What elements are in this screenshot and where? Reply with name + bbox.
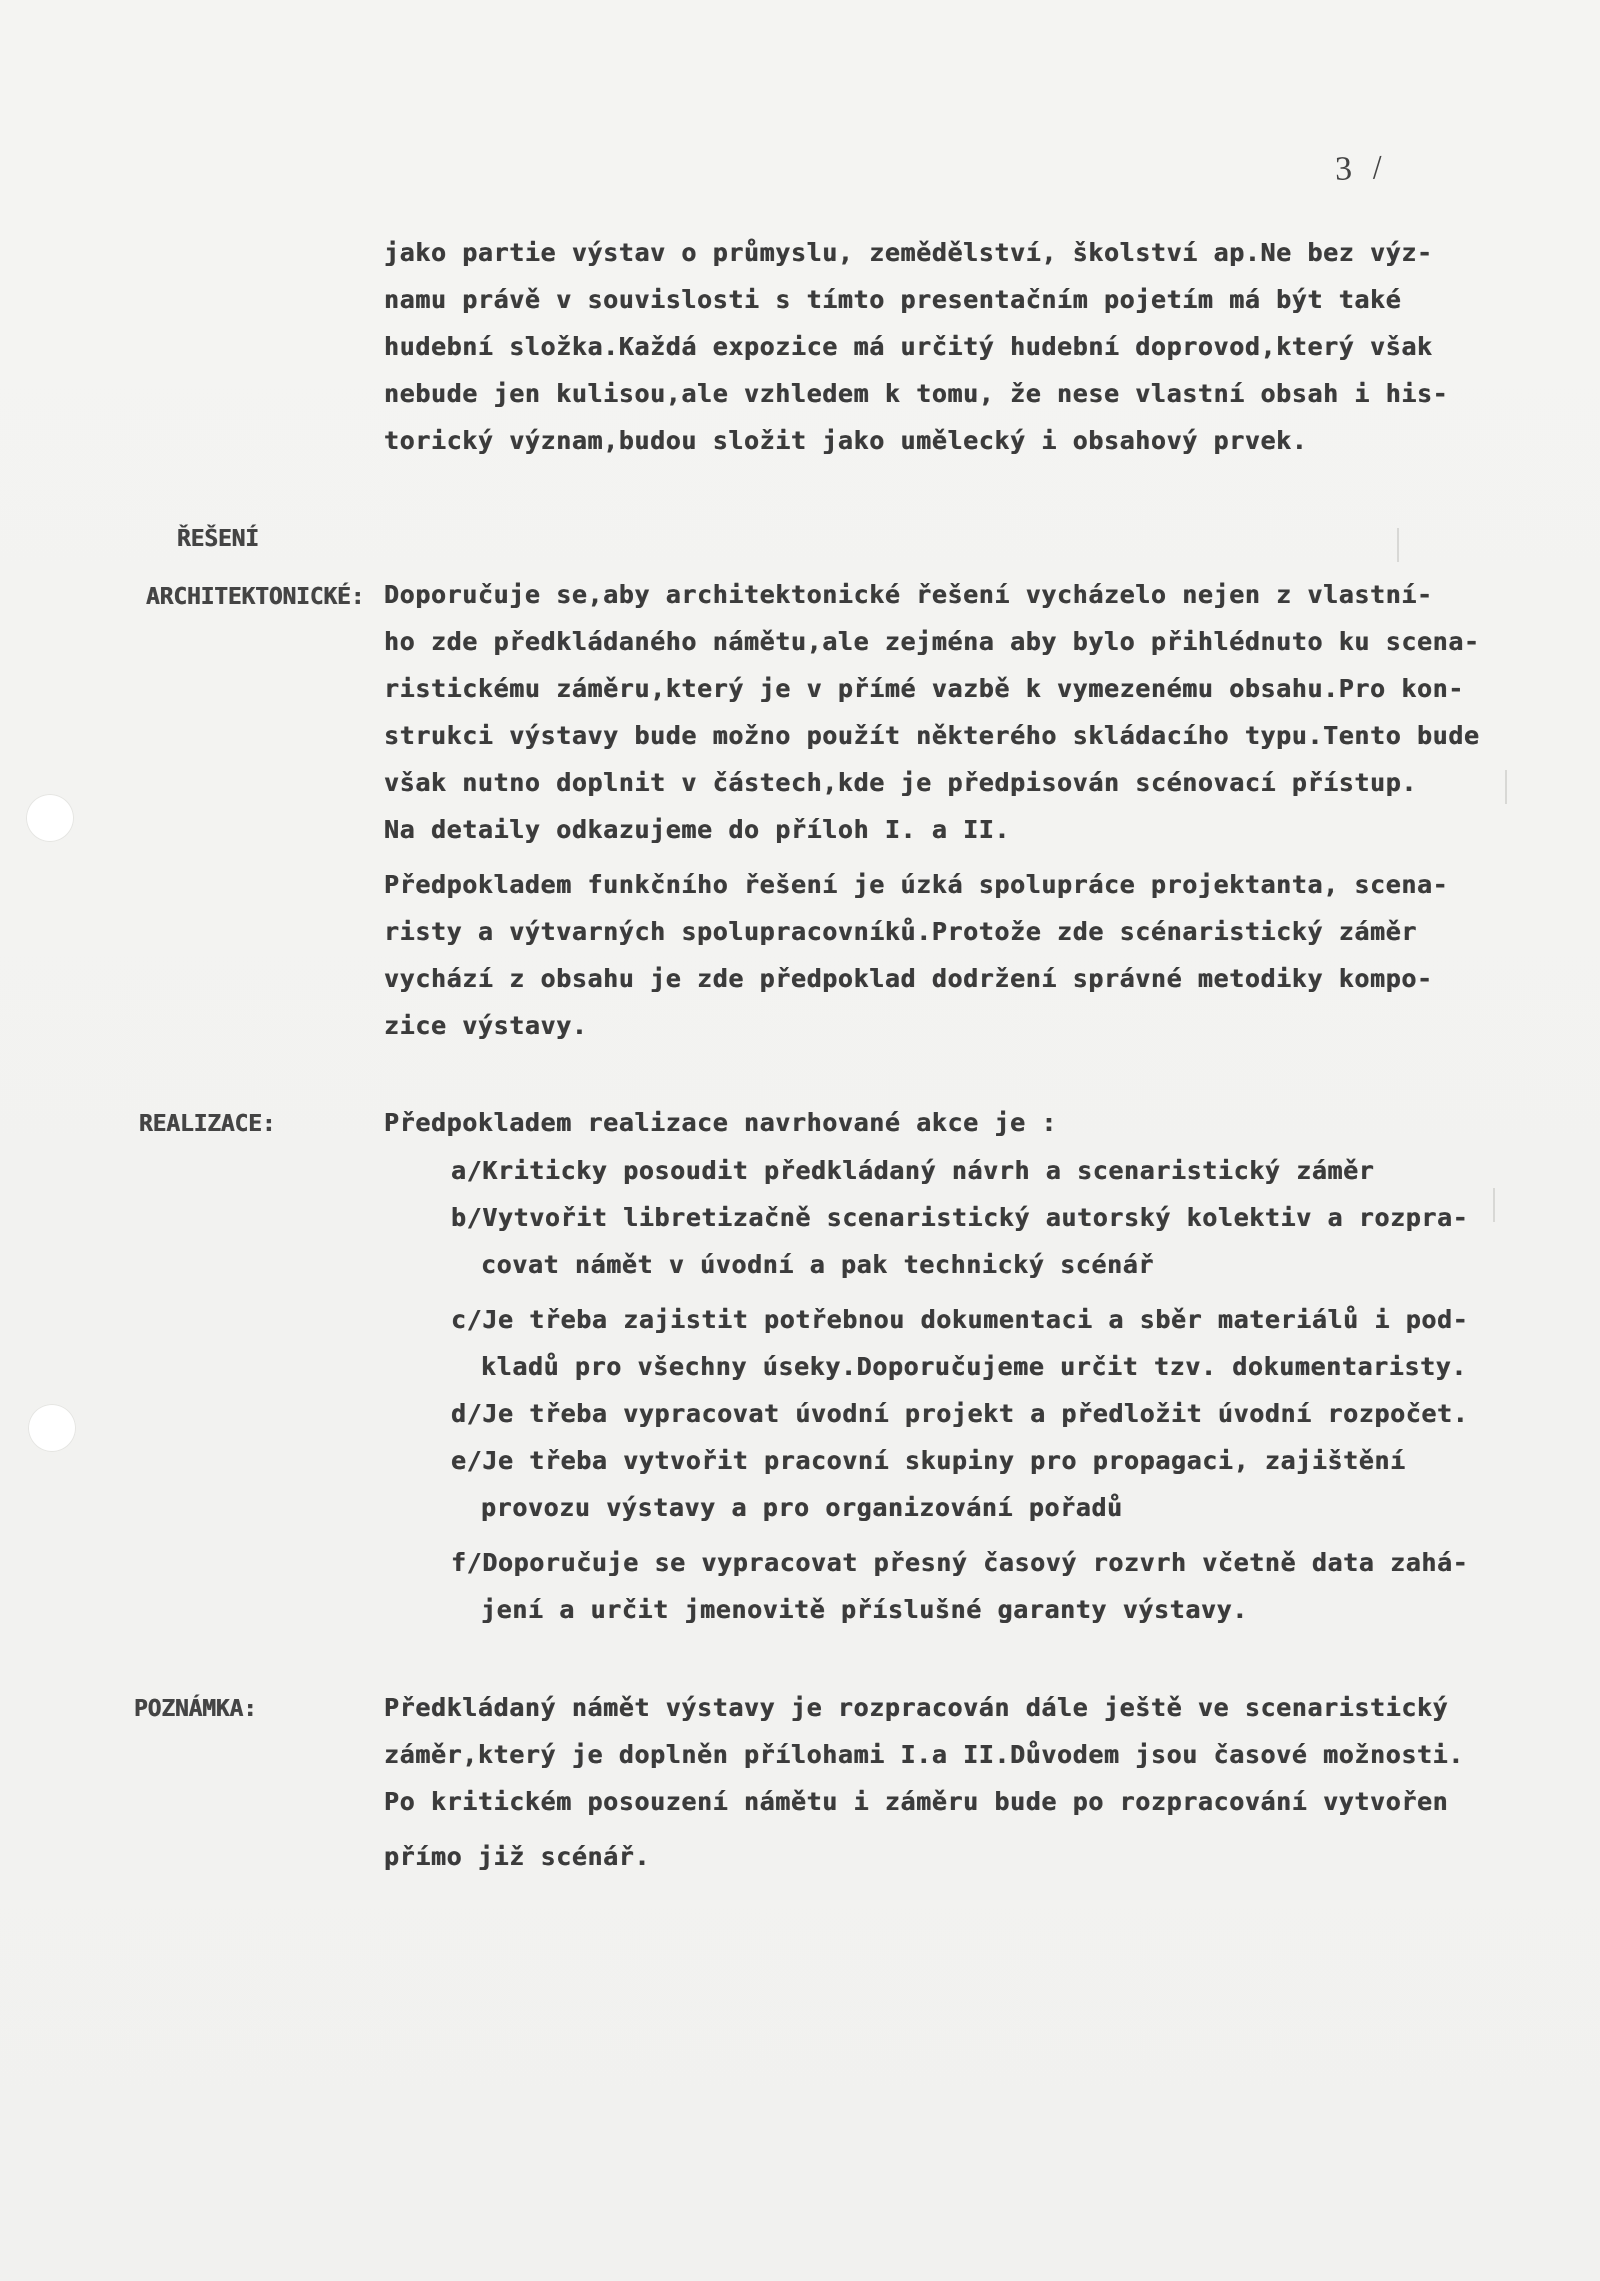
- realization-item: e/Je třeba vytvořit pracovní skupiny pro propagaci, zajištění: [451, 1446, 1406, 1475]
- realization-item-continuation: covat námět v úvodní a pak technický scénář: [481, 1250, 1155, 1279]
- punch-hole-lower: [28, 1404, 76, 1452]
- section-line: ho zde předkládaného námětu,ale zejména aby bylo přihlédnuto ku scena-: [384, 627, 1480, 656]
- realization-item-continuation: jení a určit jmenovitě příslušné garanty výstavy.: [481, 1595, 1248, 1624]
- section-heading: REALIZACE:: [139, 1111, 276, 1137]
- punch-hole-upper: [26, 794, 74, 842]
- note-line: záměr,který je doplněn přílohami I.a II.Důvodem jsou časové možnosti.: [384, 1740, 1464, 1769]
- section-line: vychází z obsahu je zde předpoklad dodržení správné metodiky kompo-: [384, 964, 1433, 993]
- note-line: Po kritickém posouzení námětu i záměru bude po rozpracování vytvořen: [384, 1787, 1449, 1816]
- realization-item: d/Je třeba vypracovat úvodní projekt a předložit úvodní rozpočet.: [451, 1399, 1469, 1428]
- intro-line: nebude jen kulisou,ale vzhledem k tomu, že nese vlastní obsah i his-: [384, 379, 1449, 408]
- scan-mark: [1505, 770, 1507, 804]
- note-line: Předkládaný námět výstavy je rozpracován dále ještě ve scenaristický: [384, 1693, 1449, 1722]
- section-line: Předpokladem funkčního řešení je úzká spolupráce projektanta, scena-: [384, 870, 1449, 899]
- scan-mark: [1397, 528, 1399, 562]
- realization-item: b/Vytvořit libretizačně scenaristický autorský kolektiv a rozpra-: [451, 1203, 1469, 1232]
- section-heading-top: ŘEŠENÍ: [177, 526, 259, 552]
- section-line: Na detaily odkazujeme do příloh I. a II.: [384, 815, 1011, 844]
- realization-item-continuation: provozu výstavy a pro organizování pořadů: [481, 1493, 1123, 1522]
- intro-line: namu právě v souvislosti s tímto presentačním pojetím má být také: [384, 285, 1402, 314]
- intro-line: torický význam,budou složit jako umělecký i obsahový prvek.: [384, 426, 1308, 455]
- realization-intro: Předpokladem realizace navrhované akce je :: [384, 1108, 1058, 1137]
- realization-item: a/Kriticky posoudit předkládaný návrh a scenaristický záměr: [451, 1156, 1375, 1185]
- section-line: zice výstavy.: [384, 1011, 588, 1040]
- section-heading: POZNÁMKA:: [134, 1696, 257, 1722]
- section-heading: ARCHITEKTONICKÉ:: [146, 584, 365, 610]
- section-line: však nutno doplnit v částech,kde je předpisován scénovací přístup.: [384, 768, 1417, 797]
- intro-line: jako partie výstav o průmyslu, zemědělství, školství ap.Ne bez výz-: [384, 238, 1433, 267]
- section-line: Doporučuje se,aby architektonické řešení vycházelo nejen z vlastní-: [384, 580, 1433, 609]
- intro-line: hudební složka.Každá expozice má určitý hudební doprovod,který však: [384, 332, 1433, 361]
- section-line: strukci výstavy bude možno použít některého skládacího typu.Tento bude: [384, 721, 1480, 750]
- section-line: ristickému záměru,který je v přímé vazbě k vymezenému obsahu.Pro kon-: [384, 674, 1464, 703]
- page-number: 3 /: [1334, 149, 1389, 188]
- realization-item: f/Doporučuje se vypracovat přesný časový rozvrh včetně data zahá-: [451, 1548, 1469, 1577]
- section-line: risty a výtvarných spolupracovníků.Protože zde scénaristický záměr: [384, 917, 1417, 946]
- scan-mark: [1493, 1188, 1495, 1222]
- realization-item: c/Je třeba zajistit potřebnou dokumentaci a sběr materiálů i pod-: [451, 1305, 1469, 1334]
- realization-item-continuation: kladů pro všechny úseky.Doporučujeme určit tzv. dokumentaristy.: [481, 1352, 1468, 1381]
- note-line: přímo již scénář.: [384, 1842, 651, 1871]
